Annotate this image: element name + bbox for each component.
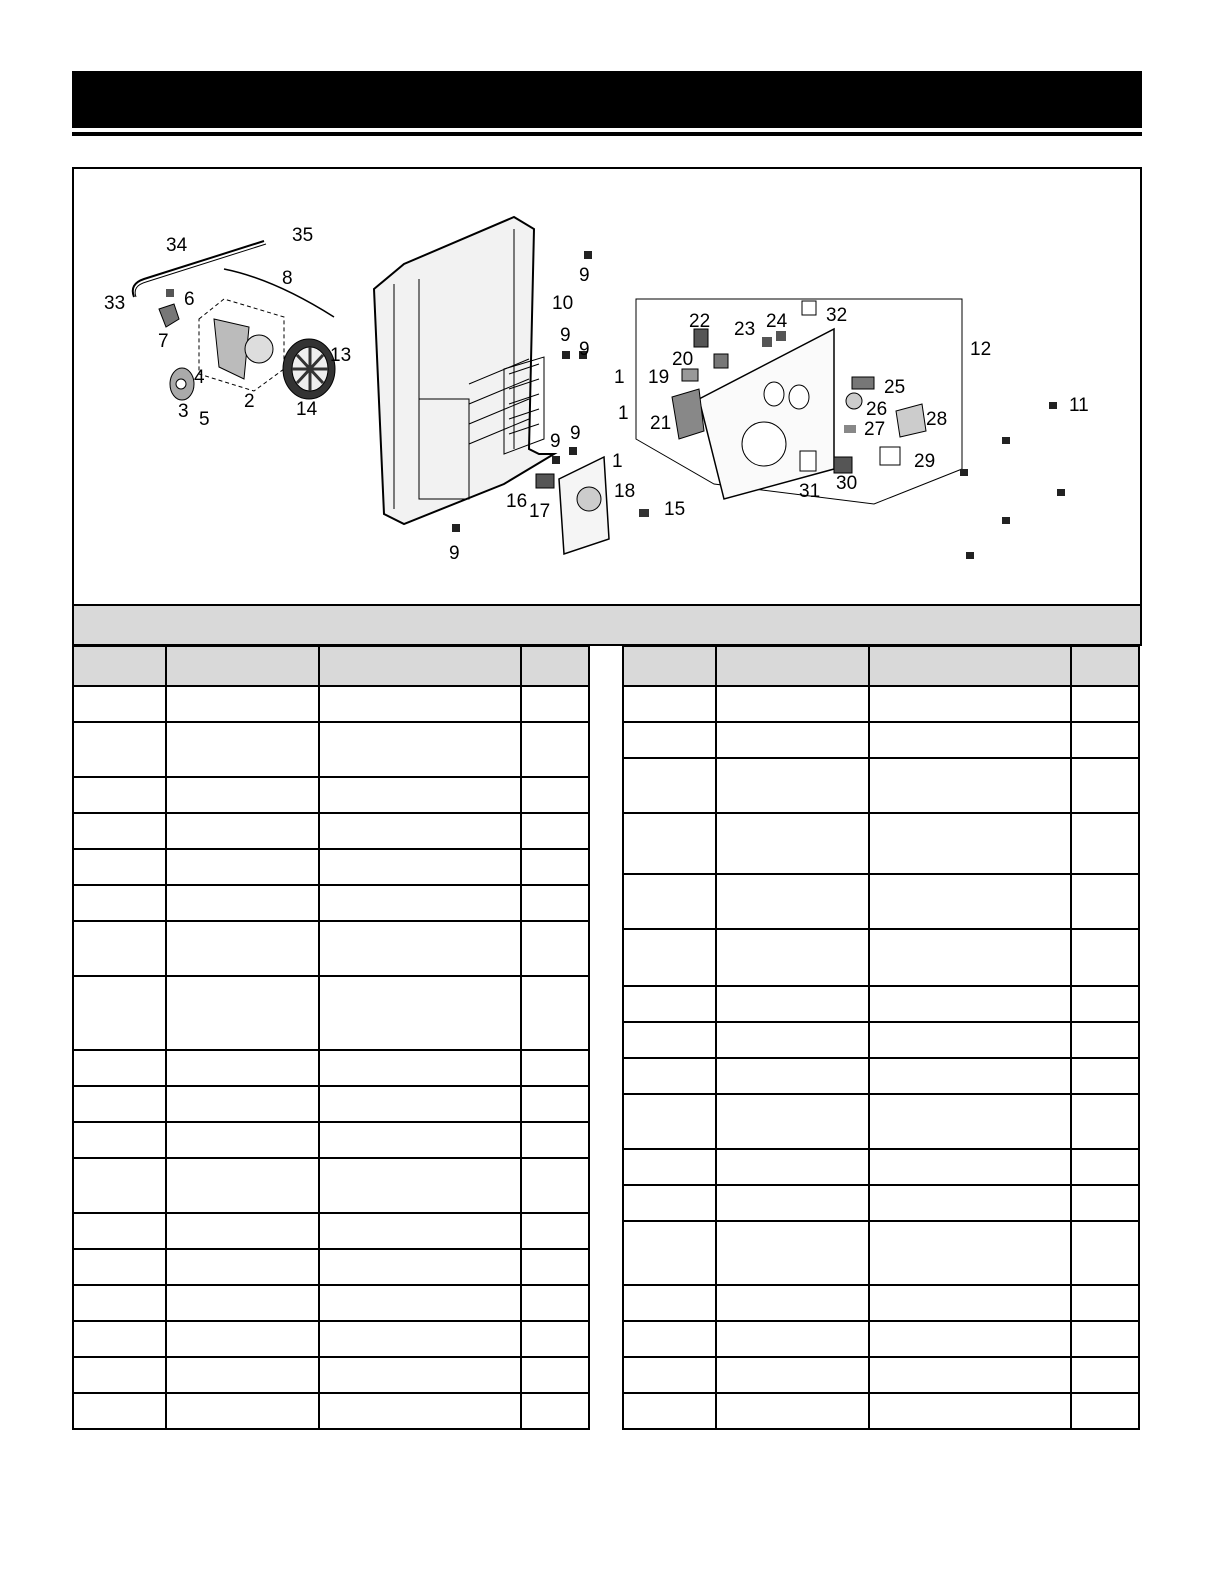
table-cell (319, 722, 521, 777)
callout-5: 5 (199, 409, 210, 430)
callout-25: 25 (884, 377, 906, 398)
table-row (73, 686, 589, 722)
callout-27: 27 (864, 419, 886, 440)
table-cell (623, 722, 716, 758)
table-row (623, 722, 1139, 758)
table-cell (869, 758, 1071, 813)
callout-19: 19 (648, 367, 670, 388)
table-row (623, 1058, 1139, 1094)
callout-7: 7 (158, 331, 169, 352)
table-cell (869, 1285, 1071, 1321)
table-cell (623, 986, 716, 1022)
table-cell (716, 1285, 869, 1321)
callout-1c: 1 (612, 451, 623, 472)
table-cell (319, 1321, 521, 1357)
table-cell (623, 1058, 716, 1094)
table-cell (623, 686, 716, 722)
table-cell (716, 1185, 869, 1221)
table-cell (166, 885, 319, 921)
callout-34: 34 (166, 235, 188, 256)
table-cell (716, 813, 869, 874)
table-cell (319, 777, 521, 813)
table-cell (623, 1285, 716, 1321)
table-row (623, 1221, 1139, 1285)
callout-13: 13 (330, 345, 352, 366)
table-cell (73, 1285, 166, 1321)
table-cell (1071, 1149, 1139, 1185)
table-cell (319, 1393, 521, 1429)
table-cell (166, 777, 319, 813)
callout-1b: 1 (618, 403, 629, 424)
table-cell (73, 1086, 166, 1122)
callout-31: 31 (799, 481, 821, 502)
table-cell (1071, 758, 1139, 813)
table-cell (1071, 1357, 1139, 1393)
table-cell (623, 1321, 716, 1357)
table-cell (521, 1249, 589, 1285)
table-row (623, 686, 1139, 722)
table-row (73, 777, 589, 813)
table-row (73, 1050, 589, 1086)
callout-1a: 1 (614, 367, 625, 388)
callout-21: 21 (650, 413, 672, 434)
table-row (623, 758, 1139, 813)
table-cell (73, 976, 166, 1050)
table-cell (521, 976, 589, 1050)
table-cell (521, 1050, 589, 1086)
table-cell (623, 1022, 716, 1058)
table-cell (869, 1221, 1071, 1285)
callout-28: 28 (926, 409, 948, 430)
table-cell (869, 929, 1071, 986)
table-cell (166, 1321, 319, 1357)
table-cell (716, 929, 869, 986)
table-cell (521, 1321, 589, 1357)
table-cell (1071, 986, 1139, 1022)
table-row (73, 1285, 589, 1321)
table-cell (73, 849, 166, 885)
table-cell (73, 777, 166, 813)
table-band (72, 604, 1142, 646)
table-cell (73, 1357, 166, 1393)
table-cell (73, 1122, 166, 1158)
table-cell (166, 686, 319, 722)
table-cell (1071, 1321, 1139, 1357)
table-cell (716, 1022, 869, 1058)
table-cell (869, 722, 1071, 758)
table-cell (869, 1022, 1071, 1058)
table-cell (716, 1357, 869, 1393)
col-header (623, 646, 716, 686)
table-cell (716, 1094, 869, 1149)
table-cell (521, 1122, 589, 1158)
table-cell (623, 1149, 716, 1185)
table-row (73, 813, 589, 849)
table-row (73, 1158, 589, 1213)
table-cell (166, 1213, 319, 1249)
table-cell (166, 722, 319, 777)
table-row (73, 722, 589, 777)
table-row (73, 1122, 589, 1158)
callout-32: 32 (826, 305, 848, 326)
table-cell (869, 1393, 1071, 1429)
table-cell (623, 813, 716, 874)
table-cell (166, 1285, 319, 1321)
callout-17: 17 (529, 501, 551, 522)
table-cell (869, 1094, 1071, 1149)
table-row (623, 1393, 1139, 1429)
table-cell (623, 1393, 716, 1429)
table-cell (716, 758, 869, 813)
table-cell (521, 1213, 589, 1249)
table-cell (869, 1357, 1071, 1393)
table-cell (869, 986, 1071, 1022)
table-row (73, 1249, 589, 1285)
callout-26: 26 (866, 399, 888, 420)
table-header-row (73, 646, 589, 686)
table-cell (521, 1086, 589, 1122)
table-cell (521, 722, 589, 777)
table-cell (521, 921, 589, 976)
table-cell (521, 849, 589, 885)
table-row (73, 1213, 589, 1249)
table-cell (521, 813, 589, 849)
table-cell (166, 1086, 319, 1122)
callout-30: 30 (836, 473, 858, 494)
callout-15: 15 (664, 499, 686, 520)
table-cell (73, 1158, 166, 1213)
table-row (623, 1022, 1139, 1058)
callout-29: 29 (914, 451, 936, 472)
table-cell (623, 929, 716, 986)
table-cell (319, 1158, 521, 1213)
table-cell (623, 1357, 716, 1393)
table-cell (521, 777, 589, 813)
table-cell (166, 1249, 319, 1285)
table-cell (1071, 1221, 1139, 1285)
callout-9a: 9 (579, 265, 590, 286)
parts-table-right (622, 645, 1140, 1430)
table-cell (73, 1393, 166, 1429)
callout-9f: 9 (449, 543, 460, 564)
table-cell (869, 686, 1071, 722)
callout-10: 10 (552, 293, 574, 314)
table-cell (869, 1185, 1071, 1221)
col-header (73, 646, 166, 686)
col-header (521, 646, 589, 686)
table-cell (1071, 1393, 1139, 1429)
table-cell (623, 758, 716, 813)
table-cell (521, 686, 589, 722)
table-cell (716, 1321, 869, 1357)
table-cell (623, 874, 716, 929)
table-cell (1071, 813, 1139, 874)
table-row (73, 1086, 589, 1122)
table-cell (166, 813, 319, 849)
callout-22: 22 (689, 311, 711, 332)
table-cell (73, 1213, 166, 1249)
table-row (73, 921, 589, 976)
table-row (623, 813, 1139, 874)
table-cell (73, 1321, 166, 1357)
table-cell (1071, 1058, 1139, 1094)
table-cell (319, 1122, 521, 1158)
table-cell (73, 686, 166, 722)
table-row (623, 1285, 1139, 1321)
callout-12: 12 (970, 339, 992, 360)
callout-33: 33 (104, 293, 126, 314)
table-cell (166, 1122, 319, 1158)
callout-24: 24 (766, 311, 788, 332)
table-cell (1071, 1285, 1139, 1321)
table-row (73, 885, 589, 921)
callout-11: 11 (1069, 395, 1089, 416)
table-cell (166, 1158, 319, 1213)
table-row (623, 1321, 1139, 1357)
table-cell (166, 1393, 319, 1429)
table-cell (716, 874, 869, 929)
callout-6: 6 (184, 289, 195, 310)
table-row (73, 1321, 589, 1357)
table-cell (166, 849, 319, 885)
callout-9d: 9 (550, 431, 561, 452)
table-cell (716, 1149, 869, 1185)
table-cell (73, 1249, 166, 1285)
table-cell (319, 686, 521, 722)
table-cell (716, 1393, 869, 1429)
table-cell (521, 1357, 589, 1393)
table-cell (319, 1050, 521, 1086)
table-cell (1071, 1022, 1139, 1058)
table-cell (521, 1285, 589, 1321)
table-cell (716, 722, 869, 758)
callout-9b: 9 (560, 325, 571, 346)
table-row (623, 874, 1139, 929)
col-header (1071, 646, 1139, 686)
table-cell (319, 849, 521, 885)
table-row (623, 1094, 1139, 1149)
callout-9c: 9 (579, 339, 590, 360)
table-cell (319, 1086, 521, 1122)
table-row (73, 849, 589, 885)
callout-20: 20 (672, 349, 694, 370)
table-cell (623, 1185, 716, 1221)
callout-4: 4 (194, 367, 205, 388)
table-cell (73, 813, 166, 849)
table-row (73, 1393, 589, 1429)
table-row (623, 1357, 1139, 1393)
callout-14: 14 (296, 399, 318, 420)
table-cell (166, 921, 319, 976)
table-cell (521, 885, 589, 921)
table-cell (166, 976, 319, 1050)
table-cell (521, 1393, 589, 1429)
diagram-drawing (74, 169, 1140, 606)
callout-35: 35 (292, 225, 314, 246)
table-cell (319, 1213, 521, 1249)
callout-18: 18 (614, 481, 636, 502)
table-cell (623, 1094, 716, 1149)
table-cell (1071, 929, 1139, 986)
exploded-diagram (72, 167, 1142, 606)
col-header (869, 646, 1071, 686)
table-cell (1071, 1185, 1139, 1221)
table-row (73, 1357, 589, 1393)
callout-23: 23 (734, 319, 756, 340)
table-cell (73, 1050, 166, 1086)
table-cell (1071, 874, 1139, 929)
callout-16: 16 (506, 491, 528, 512)
table-cell (716, 986, 869, 1022)
table-row (623, 1149, 1139, 1185)
title-rule (72, 132, 1142, 136)
table-cell (869, 1321, 1071, 1357)
table-cell (319, 1249, 521, 1285)
table-cell (319, 1285, 521, 1321)
table-cell (319, 976, 521, 1050)
parts-table-left (72, 645, 590, 1430)
table-cell (166, 1050, 319, 1086)
col-header (166, 646, 319, 686)
table-cell (73, 921, 166, 976)
callout-9e: 9 (570, 423, 581, 444)
table-header-row (623, 646, 1139, 686)
table-cell (716, 1221, 869, 1285)
table-cell (869, 874, 1071, 929)
callout-8: 8 (282, 268, 293, 289)
table-row (623, 929, 1139, 986)
table-cell (1071, 1094, 1139, 1149)
table-cell (73, 885, 166, 921)
table-row (73, 976, 589, 1050)
table-cell (869, 1058, 1071, 1094)
table-cell (869, 1149, 1071, 1185)
table-row (623, 1185, 1139, 1221)
callout-2: 2 (244, 391, 255, 412)
table-cell (319, 885, 521, 921)
table-cell (716, 1058, 869, 1094)
table-cell (1071, 686, 1139, 722)
table-cell (521, 1158, 589, 1213)
col-header (716, 646, 869, 686)
title-bar (72, 71, 1142, 128)
col-header (319, 646, 521, 686)
table-cell (319, 921, 521, 976)
table-cell (869, 813, 1071, 874)
table-cell (623, 1221, 716, 1285)
table-cell (716, 686, 869, 722)
table-cell (319, 813, 521, 849)
callout-3: 3 (178, 401, 189, 422)
table-cell (1071, 722, 1139, 758)
table-cell (319, 1357, 521, 1393)
table-cell (73, 722, 166, 777)
table-cell (166, 1357, 319, 1393)
table-row (623, 986, 1139, 1022)
